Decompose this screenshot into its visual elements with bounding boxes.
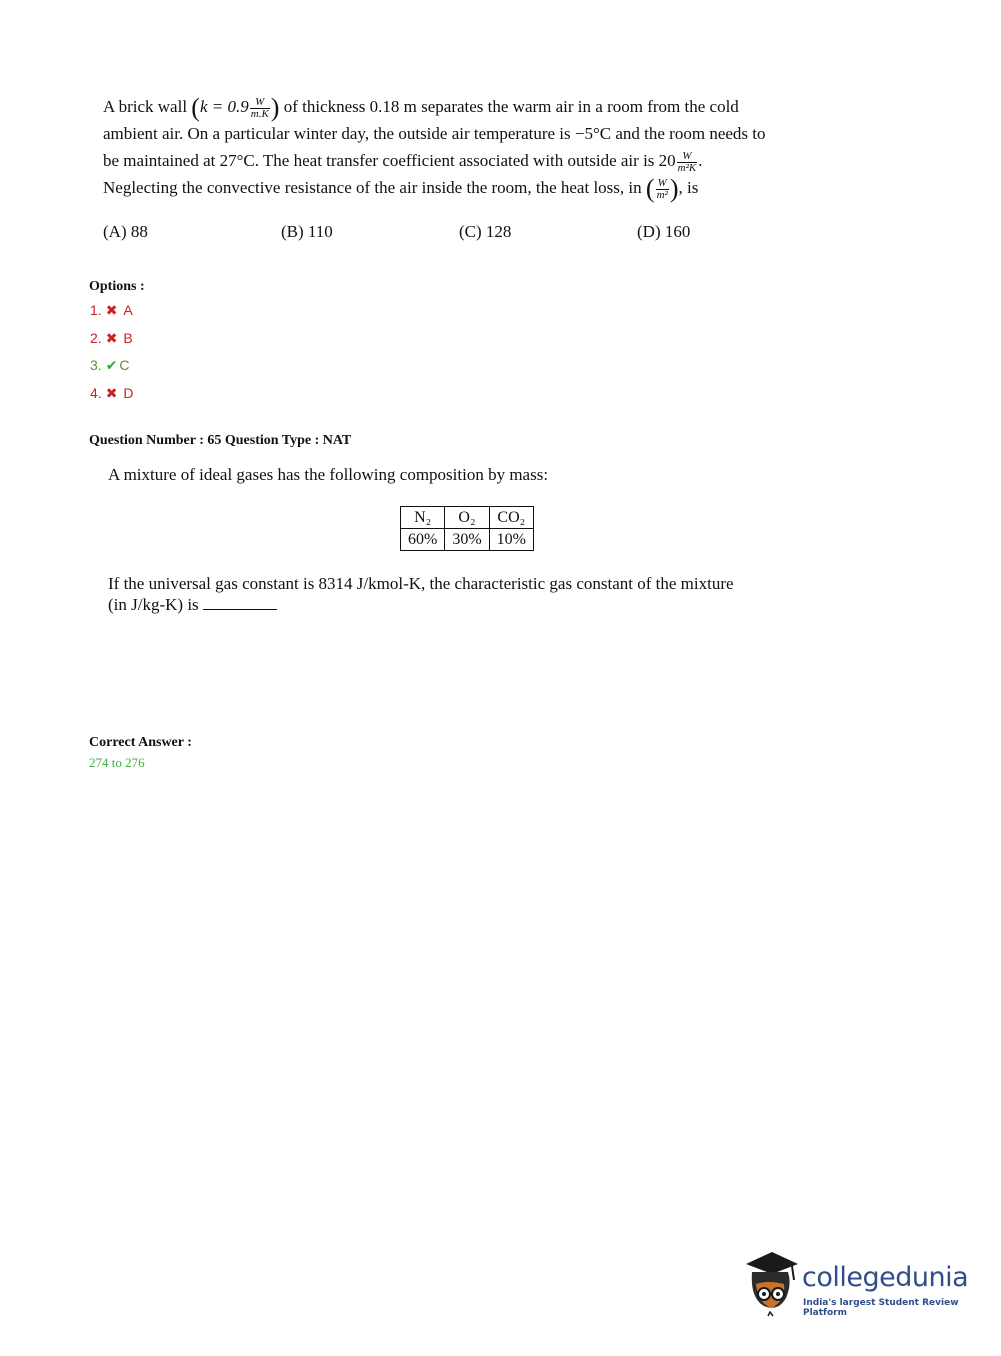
logo-wordmark: collegedunia xyxy=(802,1262,969,1293)
choice-c: (C) 128 xyxy=(459,222,512,241)
question1-line1: A brick wall (k = 0.9 $\frac{W}{m.K}$ ) of thickness 0.18 m separates the warm air in a room from the cold xyxy=(103,93,739,123)
choice-b: (B) 110 xyxy=(281,222,333,241)
k-unit-fraction: $\frac{W}{m.K}$ xyxy=(250,95,269,120)
table-header-cell: O₂ xyxy=(445,507,489,529)
question2-text: If the universal gas constant is 8314 J/kmol-K, the characteristic gas constant of the mixture (in J/kg-K) is xyxy=(108,574,734,614)
table-cell: 60% xyxy=(401,529,445,551)
correct-answer-value: 274 to 276 xyxy=(89,755,145,770)
table-row xyxy=(401,507,534,529)
mascot-icon xyxy=(742,1250,802,1320)
composition-table xyxy=(400,506,534,551)
wrong-mark-icon: ✖ xyxy=(105,385,118,401)
table-cell: 10% xyxy=(489,529,533,551)
question1-line4: Neglecting the convective resistance of the air inside the room, the heat loss, in ( $\frac{W}{\text{m²}}$ ), is xyxy=(103,174,699,204)
question2-header: Question Number : 65 Question Type : NAT xyxy=(89,433,352,448)
table-header-cell: N₂ xyxy=(401,507,445,529)
table-cell: 30% xyxy=(445,529,489,551)
h-unit-fraction: $\frac{W}{\text{m²K}}$ xyxy=(677,149,697,174)
loss-unit-fraction: $\frac{W}{\text{m²}}$ xyxy=(656,176,668,201)
question2-intro: A mixture of ideal gases has the following composition by mass: xyxy=(108,465,549,484)
table-header-cell: CO₂ xyxy=(489,507,533,529)
option-2: 2. ✖ B xyxy=(90,330,133,346)
k-value: k = 0.9 xyxy=(199,97,249,116)
question1-line3: be maintained at 27°C. The heat transfer coefficient associated with outside air is 20 $\frac{W}{\text{m²K}}$ . xyxy=(103,149,703,174)
wrong-mark-icon: ✖ xyxy=(105,330,118,346)
answer-blank xyxy=(203,595,277,610)
choice-a: (A) 88 xyxy=(103,222,148,241)
collegedunia-logo xyxy=(742,1250,972,1320)
question1-text xyxy=(103,93,845,204)
check-mark-icon: ✔ xyxy=(105,357,118,373)
wrong-mark-icon: ✖ xyxy=(105,302,118,318)
logo-tagline: India's largest Student Review Platform xyxy=(803,1298,959,1318)
question1-line2: ambient air. On a particular winter day, the outside air temperature is −5°C and the room needs to xyxy=(103,124,766,143)
option-4: 4. ✖ D xyxy=(90,385,134,401)
question1-choices xyxy=(103,222,845,246)
table-row xyxy=(401,529,534,551)
correct-answer-label: Correct Answer : xyxy=(89,735,192,750)
option-1: 1. ✖ A xyxy=(90,302,133,318)
choice-d: (D) 160 xyxy=(637,222,691,241)
options-label: Options : xyxy=(89,279,145,294)
option-3: 3. ✔ C xyxy=(90,357,130,373)
